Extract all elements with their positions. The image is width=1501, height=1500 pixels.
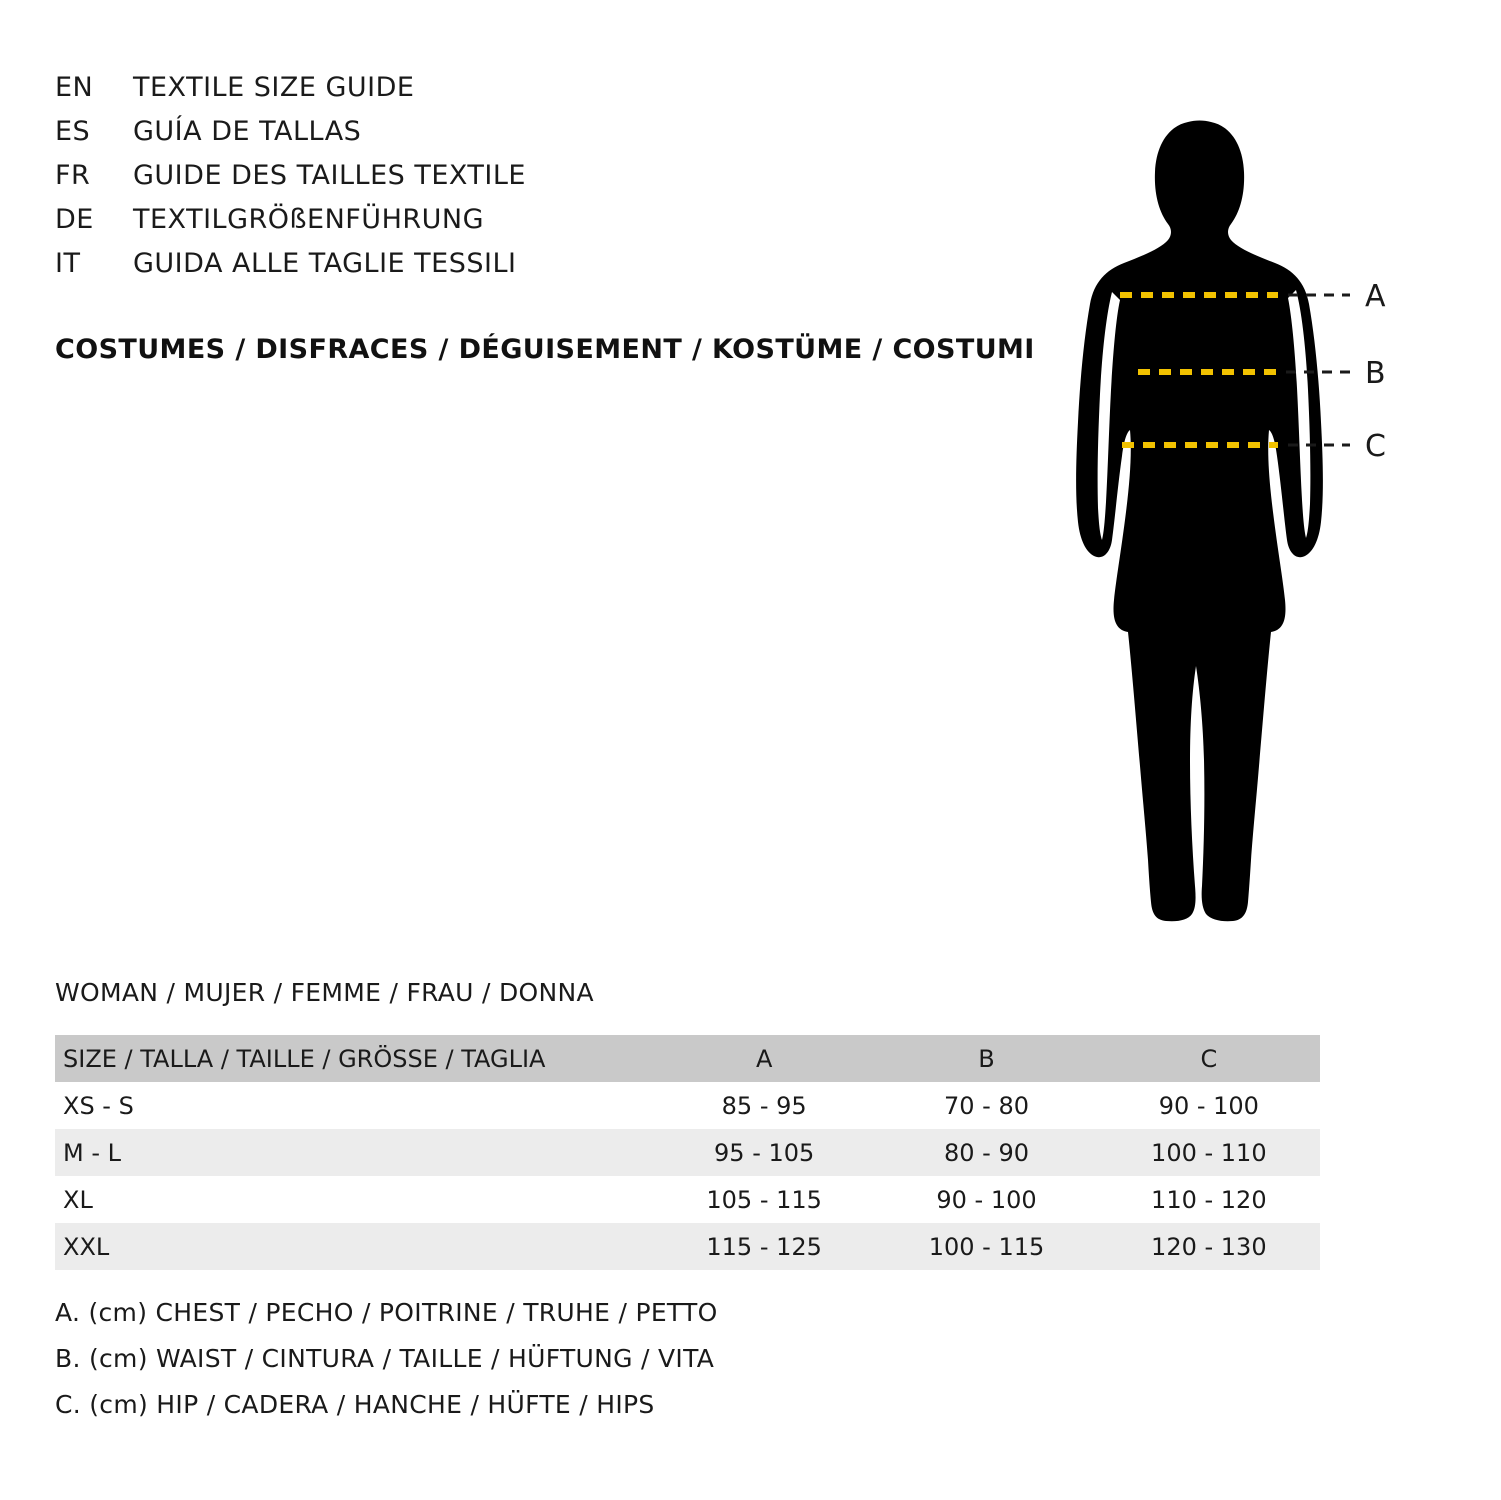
table-header-row bbox=[55, 1035, 1320, 1082]
language-header-block bbox=[55, 72, 1015, 292]
measurement-legend bbox=[55, 1290, 1155, 1428]
silhouette-shape bbox=[1076, 121, 1323, 922]
language-text-es: GUÍA DE TALLAS bbox=[133, 116, 362, 147]
language-code-it: IT bbox=[55, 248, 81, 279]
table-row bbox=[55, 1176, 1320, 1223]
language-row-en bbox=[55, 72, 1015, 116]
marker-label-b: B bbox=[1365, 356, 1386, 391]
column-header-b: B bbox=[978, 1044, 995, 1073]
language-code-de: DE bbox=[55, 204, 94, 235]
legend-line-b: B. (cm) WAIST / CINTURA / TAILLE / HÜFTUNG / VITA bbox=[55, 1344, 715, 1373]
marker-label-c: C bbox=[1365, 429, 1386, 464]
woman-silhouette-figure bbox=[1020, 60, 1460, 940]
language-row-fr bbox=[55, 160, 1015, 204]
cell-size: XS - S bbox=[63, 1091, 134, 1120]
table-row bbox=[55, 1223, 1320, 1270]
cell-a: 105 - 115 bbox=[706, 1185, 822, 1214]
cell-size: XL bbox=[63, 1185, 93, 1214]
language-code-fr: FR bbox=[55, 160, 91, 191]
table-caption: WOMAN / MUJER / FEMME / FRAU / DONNA bbox=[55, 978, 594, 1007]
legend-line-a: A. (cm) CHEST / PECHO / POITRINE / TRUHE / PETTO bbox=[55, 1298, 718, 1327]
language-row-es bbox=[55, 116, 1015, 160]
language-row-de bbox=[55, 204, 1015, 248]
language-row-it bbox=[55, 248, 1015, 292]
cell-b: 70 - 80 bbox=[943, 1091, 1029, 1120]
cell-b: 90 - 100 bbox=[936, 1185, 1037, 1214]
cell-a: 85 - 95 bbox=[721, 1091, 807, 1120]
cell-c: 100 - 110 bbox=[1151, 1138, 1267, 1167]
cell-c: 120 - 130 bbox=[1151, 1232, 1267, 1261]
column-header-a: A bbox=[755, 1044, 773, 1073]
cell-b: 100 - 115 bbox=[928, 1232, 1045, 1261]
language-text-en: TEXTILE SIZE GUIDE bbox=[133, 72, 415, 103]
cell-a: 95 - 105 bbox=[714, 1138, 815, 1167]
language-text-it: GUIDA ALLE TAGLIE TESSILI bbox=[133, 248, 517, 279]
column-header-size: SIZE / TALLA / TAILLE / GRÖSSE / TAGLIA bbox=[63, 1044, 546, 1073]
cell-a: 115 - 125 bbox=[706, 1232, 822, 1261]
language-code-en: EN bbox=[55, 72, 94, 103]
legend-line-c: C. (cm) HIP / CADERA / HANCHE / HÜFTE / HIPS bbox=[55, 1390, 655, 1419]
cell-size: XXL bbox=[63, 1232, 110, 1261]
size-table bbox=[55, 1035, 1320, 1270]
table-row bbox=[55, 1129, 1320, 1176]
language-text-de: TEXTILGRÖßENFÜHRUNG bbox=[133, 204, 485, 235]
cell-b: 80 - 90 bbox=[943, 1138, 1029, 1167]
table-row bbox=[55, 1082, 1320, 1129]
marker-label-a: A bbox=[1365, 279, 1386, 314]
cell-c: 90 - 100 bbox=[1158, 1091, 1259, 1120]
category-title: COSTUMES / DISFRACES / DÉGUISEMENT / KOSTÜME / COSTUMI bbox=[55, 334, 1035, 365]
column-header-c: C bbox=[1200, 1044, 1218, 1073]
cell-c: 110 - 120 bbox=[1151, 1185, 1267, 1214]
cell-size: M - L bbox=[63, 1138, 121, 1167]
language-code-es: ES bbox=[55, 116, 91, 147]
language-text-fr: GUIDE DES TAILLES TEXTILE bbox=[133, 160, 526, 191]
